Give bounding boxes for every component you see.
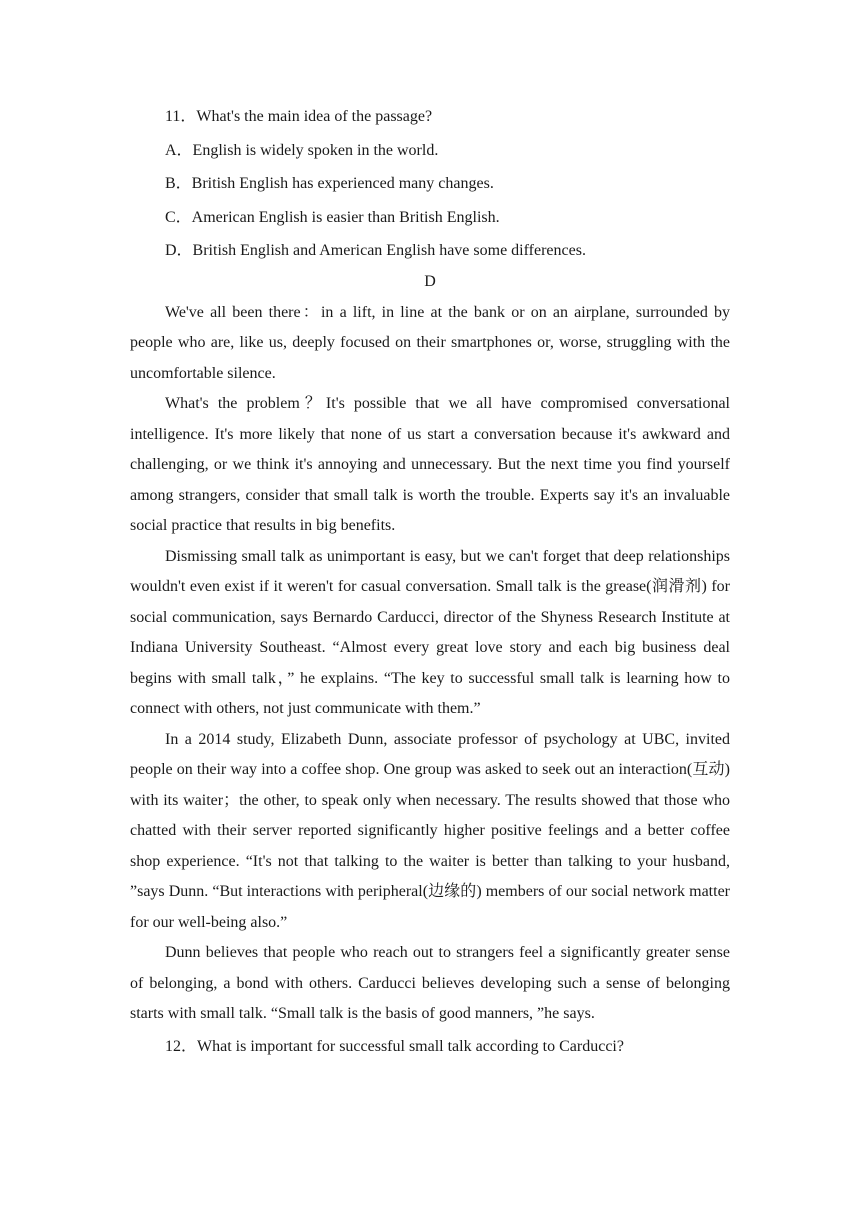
section-label: D (424, 272, 436, 290)
passage-paragraph-3: Dismissing small talk as unimportant is easy, but we can't forget that deep relationships wouldn't even exist if it weren't for casual conversation. Small talk is the grease(润滑剂) for social communication, says Bernardo Carducci, director of the Shyness Research Institute at Indiana University Southeast. “Almost every great love story and each big business deal begins with small talk，” he explains. “The key to successful small talk is learning how to connect with others, not just communicate with them.” (130, 547, 730, 717)
question-11-option-a: A．English is widely spoken in the world. (165, 141, 439, 159)
question-12-stem: 12．What is important for successful small talk according to Carducci? (165, 1037, 624, 1055)
passage-paragraph-2: What's the problem？It's possible that we all have compromised conversational intelligence. It's more likely that none of us start a conversation because it's awkward and challenging, or we think it's annoying and unnecessary. But the next time you find yourself among strangers, consider that small talk is worth the trouble. Experts say it's an invaluable social practice that results in big benefits. (130, 395, 730, 534)
passage-paragraph-5: Dunn believes that people who reach out to strangers feel a significantly greater sense of belonging, a bond with others. Carducci believes developing such a sense of belonging starts with small talk. “Small talk is the basis of good manners, ”he says. (130, 944, 747, 1022)
passage-paragraph-4: In a 2014 study, Elizabeth Dunn, associate professor of psychology at UBC, invited people on their way into a coffee shop. One group was asked to seek out an interaction(互动) with its waiter；the other, to speak only when necessary. The results showed that those who chatted with their server reported significantly higher positive feelings and a better coffee shop experience. “It's not that talking to the waiter is better than talking to your husband, ”says Dunn. “But interactions with peripheral(边缘的) members of our social network matter for our well-being also.” (130, 730, 730, 931)
passage-paragraph-1: We've all been there：in a lift, in line at the bank or on an airplane, surrounded by people who are, like us, deeply focused on their smartphones or, worse, struggling with the uncomfortable silence. (130, 303, 730, 382)
question-11-option-c: C．American English is easier than British English. (165, 208, 500, 226)
question-11-option-d: D．British English and American English have some differences. (165, 242, 586, 259)
question-11-option-b: B．British English has experienced many changes. (165, 175, 494, 192)
question-11-stem: 11．What's the main idea of the passage? (165, 108, 433, 125)
document-page (130, 100, 747, 1063)
